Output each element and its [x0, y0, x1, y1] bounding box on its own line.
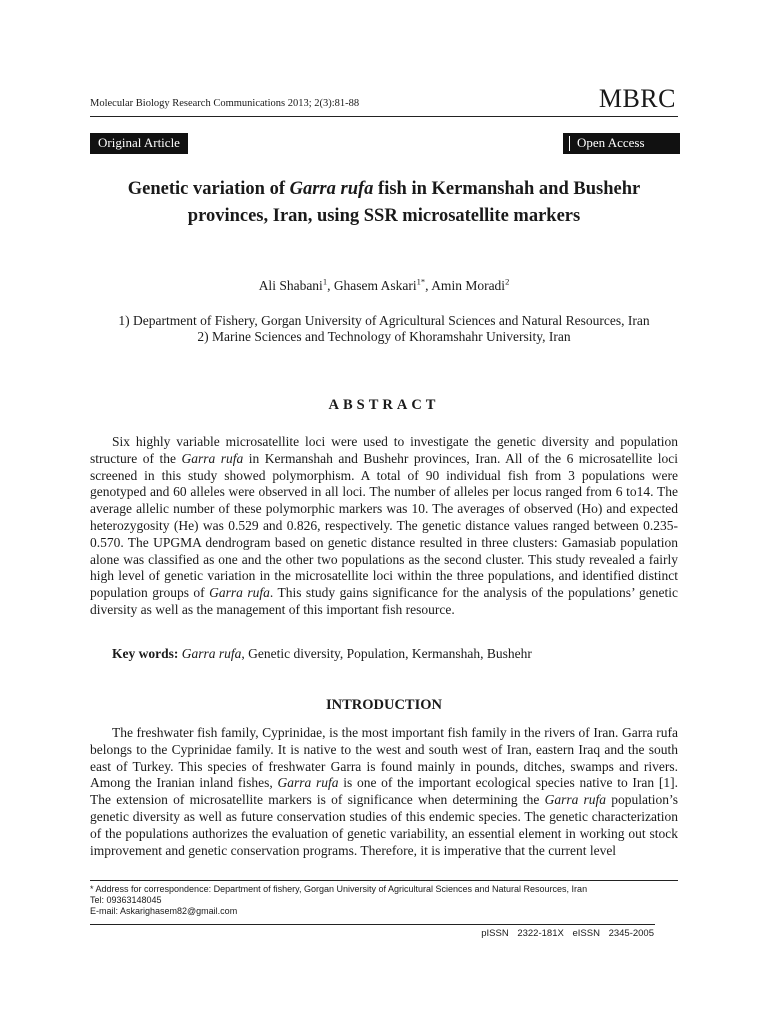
- paper-title: [90, 176, 678, 230]
- electronic-issn: eISSN 2345-2005: [572, 928, 654, 939]
- footnote-tel: Tel: 09363148045: [90, 895, 162, 905]
- abstract-text-2: in Kermanshah and Bushehr provinces, Iran. All of the 6 microsatellite loci screened in this study showed polymorphism. A total of 90 individual fish from 3 populations were genotyped and 60 alleles were observed in all loci. The number of alleles per locus ranged from 6 to14. The average allelic number of these polymorphic markers was 10. The averages of observed (Ho) and expected heterozygosity (He) was 0.529 and 0.826, respectively. The genetic distance values ranged between 0.235-0.570. The UPGMA dendrogram based on genetic distance resulted in three clusters: Gamasiab population alone was classified as one and the other two populations as the second cluster. This study revealed a fairly high level of genetic variation in the microsatellite loci within the three populations, and identified distinct population groups of: [90, 450, 679, 601]
- author-name: Ali Shabani: [258, 278, 323, 293]
- keywords: [112, 646, 532, 662]
- footnote-email: E-mail: Askarighasem82@gmail.com: [90, 906, 238, 916]
- author-affil-mark: 1*: [416, 276, 426, 287]
- intro-text-2: is one of the important ecological species native to Iran [1]. The extension of microsatellite markers is of significance when determining the: [90, 775, 678, 808]
- journal-logo: MBRC: [598, 84, 676, 113]
- open-access-label: Open Access: [577, 135, 645, 150]
- affiliation-1: 1) Department of Fishery, Gorgan University of Agricultural Sciences and Natural Resources, Iran: [118, 313, 650, 328]
- author-name: Amin Moradi: [431, 278, 506, 293]
- open-access-badge: [563, 133, 680, 154]
- bottom-rule: [90, 924, 655, 925]
- author-affil-mark: 1: [322, 276, 328, 287]
- title-species: Garra rufa: [289, 179, 374, 199]
- affiliation-2: 2) Marine Sciences and Technology of Khoramshahr University, Iran: [197, 329, 571, 344]
- article-type-badge: Original Article: [90, 133, 188, 154]
- abstract-body: [90, 434, 678, 619]
- introduction-heading: INTRODUCTION: [325, 697, 442, 713]
- author-affil-mark: 2: [505, 276, 510, 287]
- header-rule: [90, 116, 678, 117]
- keywords-list: , Genetic diversity, Population, Kermanshah, Bushehr: [241, 646, 532, 661]
- abstract-text-1: Six highly variable microsatellite loci were used to investigate the genetic diversity and population structure of the: [90, 434, 678, 466]
- author-name: Ghasem Askari: [333, 278, 417, 293]
- title-text-1: Genetic variation of: [127, 179, 290, 199]
- intro-text-3: population’s genetic diversity as well as future conservation studies of this endemic species. The genetic characterization of the populations authorizes the evaluation of genetic variability, an essential element in working out stock improvement and genetic conservation programs. Therefore, it is imperative that the current level: [90, 792, 678, 858]
- introduction-body: [90, 725, 678, 877]
- abstract-species-2: Garra rufa: [209, 585, 270, 601]
- journal-citation: Molecular Biology Research Communications 2013; 2(3):81-88: [90, 98, 360, 109]
- print-issn: pISSN 2322-181X: [481, 928, 564, 939]
- title-text-2: fish in Kermanshah and Bushehr provinces, Iran, using SSR microsatellite markers: [187, 179, 641, 226]
- correspondence-footnote: [90, 884, 587, 917]
- keywords-label: Key words:: [112, 646, 179, 661]
- abstract-heading: ABSTRACT: [328, 397, 440, 413]
- abstract-species-1: Garra rufa: [181, 450, 244, 466]
- abstract-text-3: . This study gains significance for the analysis of the populations’ genetic diversity as well as the management of this important fish resource.: [90, 585, 678, 617]
- intro-species-2: Garra rufa: [544, 792, 607, 808]
- intro-species-1: Garra rufa: [277, 775, 339, 791]
- author-list: Ali Shabani$^1$, Ghasem Askari$^{1*}$, Amin Moradi$^2$: [258, 276, 510, 293]
- footnote-rule: [90, 880, 678, 881]
- keywords-species: Garra rufa: [181, 646, 242, 661]
- footnote-address: * Address for correspondence: Department of fishery, Gorgan University of Agricultural Sciences and Natural Resources, Iran: [90, 884, 588, 894]
- intro-text-1: The freshwater fish family, Cyprinidae, is the most important fish family in the rivers of Iran. Garra rufa belongs to the Cyprinidae family. It is native to the west and south west of Iran, eastern Iraq and the south east of Turkey. This species of freshwater Garra is found mainly in pounds, ditches, swamps and rivers. Among the Iranian inland fishes,: [90, 725, 678, 791]
- issn-line: [481, 928, 654, 939]
- affiliations: [90, 313, 678, 345]
- badge-divider: [569, 136, 570, 151]
